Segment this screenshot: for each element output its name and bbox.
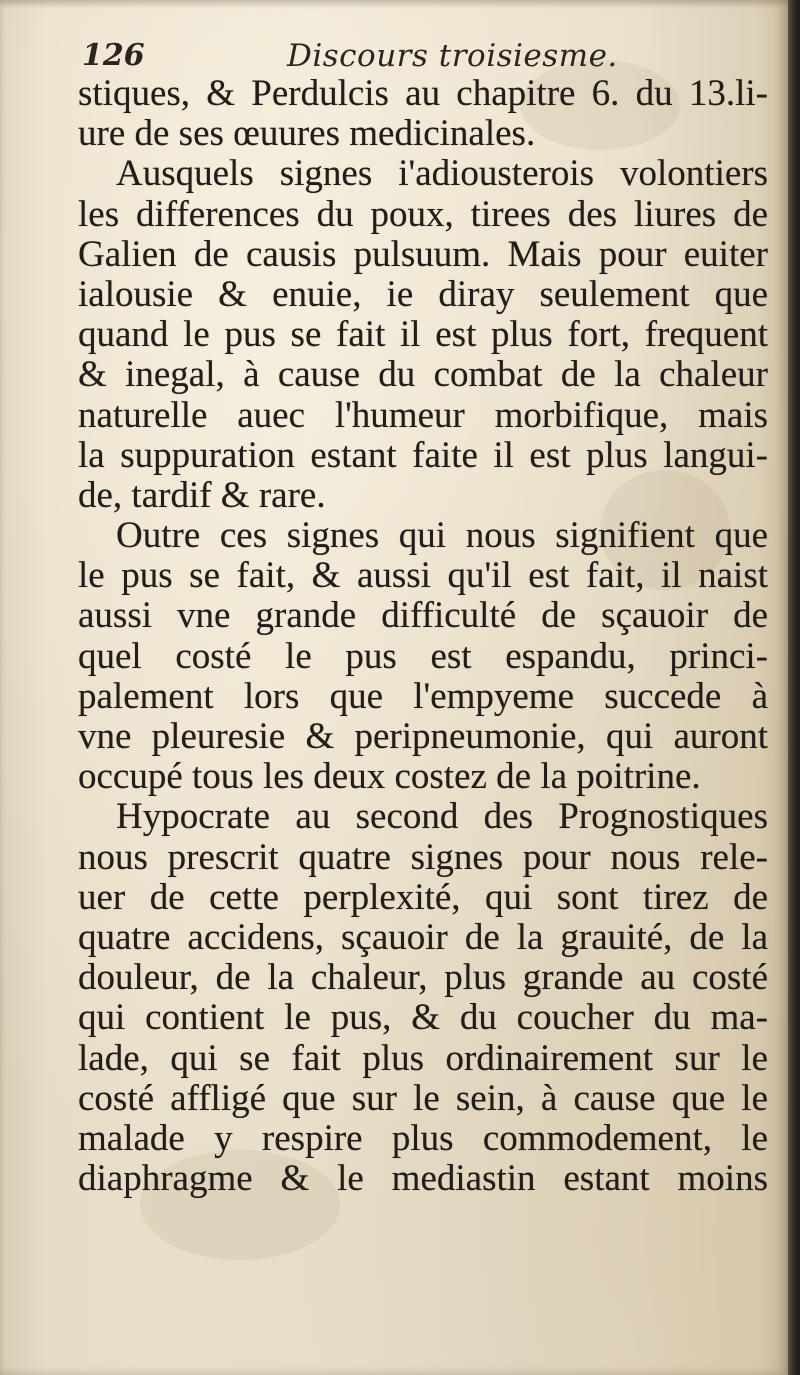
text-line: stiques, & Perdulcis au chapitre 6. du 13.li- xyxy=(78,74,768,114)
book-spine-edge xyxy=(788,0,800,1375)
page-number: 126 xyxy=(82,38,145,73)
text-line: quel costé le pus est espandu, princi- xyxy=(78,636,768,677)
text-line: quand le pus se fait il est plus fort, frequent xyxy=(78,315,768,356)
text-line: quatre accidens, sçauoir de la grauité, de la xyxy=(78,917,768,958)
text-line: & inegal, à cause du combat de la chaleur xyxy=(78,355,768,396)
text-line: Galien de causis pulsuum. Mais pour euiter xyxy=(78,234,768,275)
text-line: palement lors que l'empyeme succede à xyxy=(78,676,768,717)
text-line: malade y respire plus commodement, le xyxy=(78,1118,768,1159)
text-line: occupé tous les deux costez de la poitrine. xyxy=(78,756,701,798)
text-line: douleur, de la chaleur, plus grande au costé xyxy=(78,958,768,999)
text-line: le pus se fait, & aussi qu'il est fait, il naist xyxy=(78,556,768,597)
text-line: ialousie & enuie, ie diray seulement que xyxy=(78,274,768,315)
text-line: ure de ses œuures medicinales. xyxy=(78,113,536,155)
text-line: lade, qui se fait plus ordinairement sur le xyxy=(78,1038,768,1079)
text-line: les differences du poux, tirees des liures de xyxy=(78,194,768,235)
text-line: qui contient le pus, & du coucher du ma- xyxy=(78,998,768,1039)
text-line: de, tardif & rare. xyxy=(78,474,326,516)
text-line: vne pleuresie & peripneumonie, qui auront xyxy=(78,717,768,757)
text-line: aussi vne grande difficulté de sçauoir de xyxy=(78,596,768,637)
text-line: costé affligé que sur le sein, à cause que le xyxy=(78,1078,768,1119)
paragraph-start-line: Outre ces signes qui nous signifient que xyxy=(116,516,768,557)
text-line: uer de cette perplexité, qui sont tirez de xyxy=(78,877,768,918)
text-line: nous prescrit quatre signes pour nous rele- xyxy=(78,837,768,878)
paragraph-start-line: Hypocrate au second des Prognostiques xyxy=(116,797,768,838)
text-line: diaphragme & le mediastin estant moins xyxy=(78,1159,768,1200)
paragraph-start-line: Ausquels signes i'adiousterois volontiers xyxy=(116,154,768,195)
text-line: naturelle auec l'humeur morbifique, mais xyxy=(78,395,768,436)
text-line: la suppuration estant faite il est plus langui- xyxy=(78,435,768,476)
running-head: Discours troisiesme. xyxy=(287,38,618,74)
body-text xyxy=(78,74,768,1199)
